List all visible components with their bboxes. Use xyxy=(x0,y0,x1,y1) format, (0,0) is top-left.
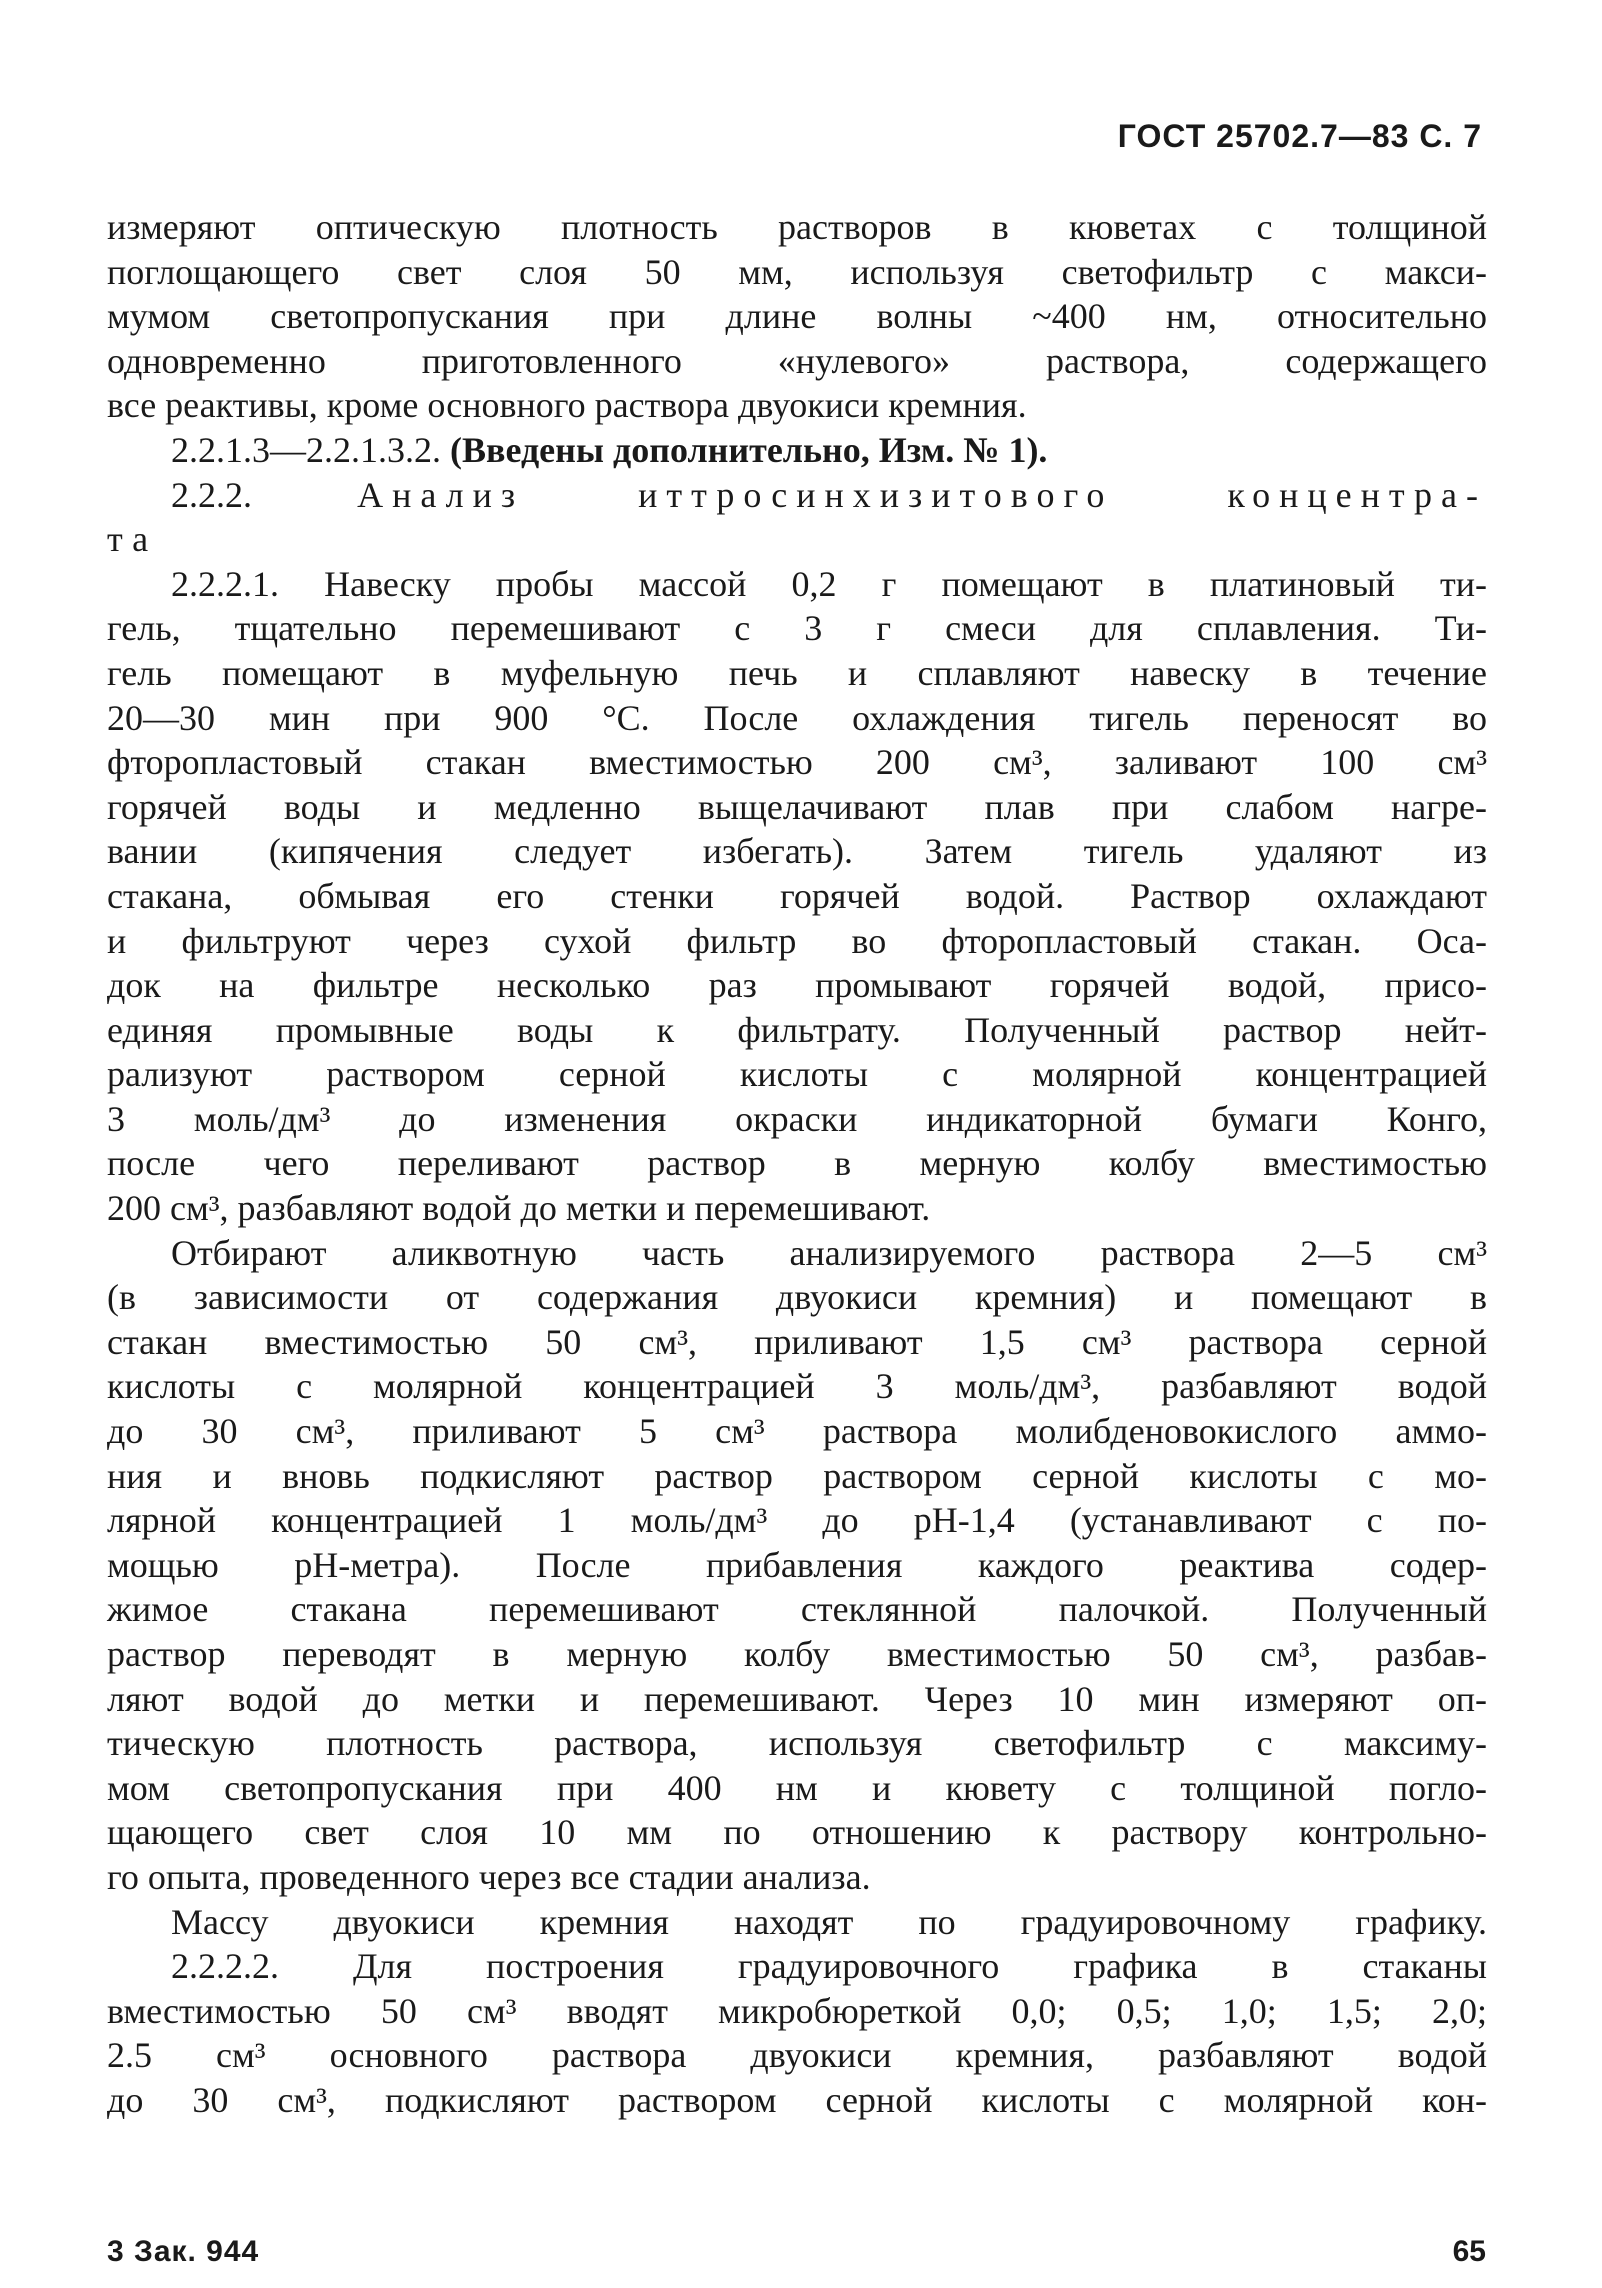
text-line: тическую плотность раствора, используя светофильтр с максиму- xyxy=(107,1723,1487,1764)
text-line: мумом светопропускания при длине волны ~400 нм, относительно xyxy=(107,296,1487,337)
text-line: до 30 см³, приливают 5 см³ раствора молибденовокислого аммо- xyxy=(107,1411,1487,1452)
text-line: жимое стакана перемешивают стеклянной палочкой. Полученный xyxy=(107,1589,1487,1630)
body-text xyxy=(107,205,1487,2123)
text-line: 2.5 см³ основного раствора двуокиси кремния, разбавляют водой xyxy=(107,2035,1487,2076)
text-line: мом светопропускания при 400 нм и кювету с толщиной погло- xyxy=(107,1767,1487,1808)
order-number: 3 Зак. 944 xyxy=(107,2235,260,2268)
text-line: до 30 см³, подкисляют раствором серной кислоты с молярной кон- xyxy=(107,2079,1487,2120)
text-line: 200 см³, разбавляют водой до метки и перемешивают. xyxy=(107,1188,931,1229)
text-line: Отбирают аликвотную часть анализируемого раствора 2—5 см³ xyxy=(171,1232,1487,1273)
text-line: стакан вместимостью 50 см³, приливают 1,5 см³ раствора серной xyxy=(107,1321,1487,1362)
section-number: 2.2.2. xyxy=(171,474,252,515)
amendment-note: (Введены дополнительно, Изм. № 1). xyxy=(450,429,1048,470)
text-line: рализуют раствором серной кислоты с молярной концентрацией xyxy=(107,1054,1487,1095)
text-line: ния и вновь подкисляют раствор раствором серной кислоты с мо- xyxy=(107,1455,1487,1496)
text-line: раствор переводят в мерную колбу вместимостью 50 см³, разбав- xyxy=(107,1634,1487,1674)
text-line: док на фильтре несколько раз промывают горячей водой, присо- xyxy=(107,965,1487,1006)
text-line: мощью рН-метра). После прибавления каждого реактива содер- xyxy=(107,1544,1487,1585)
text-line: измеряют оптическую плотность растворов в кюветах с толщиной xyxy=(107,207,1487,247)
text-line: вании (кипячения следует избегать). Затем тигель удаляют из xyxy=(107,831,1487,872)
section-heading-line xyxy=(107,473,1487,518)
text-line: лярной концентрацией 1 моль/дм³ до рН-1,4 (устанавливают с по- xyxy=(107,1500,1487,1541)
text-line: гель, тщательно перемешивают с 3 г смеси для сплавления. Ти- xyxy=(107,608,1487,649)
text-line: поглощающего свет слоя 50 мм, используя светофильтр с макси- xyxy=(107,251,1487,292)
text-line: гель помещают в муфельную печь и сплавляют навеску в течение xyxy=(107,652,1487,693)
text-line: кислоты с молярной концентрацией 3 моль/дм³, разбавляют водой xyxy=(107,1366,1487,1407)
text-line: ляют водой до метки и перемешивают. Через 10 мин измеряют оп- xyxy=(107,1678,1487,1719)
text-line: стакана, обмывая его стенки горячей водой. Раствор охлаждают xyxy=(107,875,1487,916)
text-line: все реактивы, кроме основного раствора двуокиси кремния. xyxy=(107,385,1027,426)
text-line: единяя промывные воды к фильтрату. Полученный раствор нейт- xyxy=(107,1009,1487,1050)
text-line: 3 моль/дм³ до изменения окраски индикаторной бумаги Конго, xyxy=(107,1098,1487,1139)
text-line: Массу двуокиси кремния находят по градуировочному графику. xyxy=(171,1901,1487,1942)
section-title: Анализ иттросинхизитового концентра- xyxy=(357,474,1488,515)
text-line: фторопластовый стакан вместимостью 200 см³, заливают 100 см³ xyxy=(107,742,1487,783)
text-line: после чего переливают раствор в мерную колбу вместимостью xyxy=(107,1143,1487,1184)
running-header: ГОСТ 25702.7—83 С. 7 xyxy=(1117,118,1482,154)
text-line: вместимостью 50 см³ вводят микробюреткой 0,0; 0,5; 1,0; 1,5; 2,0; xyxy=(107,1990,1487,2031)
text-line: щающего свет слоя 10 мм по отношению к раствору контрольно- xyxy=(107,1812,1487,1853)
amendment-line xyxy=(107,428,1487,473)
text-line: го опыта, проведенного через все стадии анализа. xyxy=(107,1856,871,1897)
text-line: и фильтруют через сухой фильтр во фторопластовый стакан. Оса- xyxy=(107,920,1487,961)
page-number: 65 xyxy=(1452,2235,1486,2268)
text-line: одновременно приготовленного «нулевого» раствора, содержащего xyxy=(107,340,1487,381)
clause-range: 2.2.1.3—2.2.1.3.2. xyxy=(171,429,441,470)
text-line: 20—30 мин при 900 °С. После охлаждения тигель переносят во xyxy=(107,697,1487,738)
text-line: горячей воды и медленно выщелачивают плав при слабом нагре- xyxy=(107,786,1487,827)
text-line: 2.2.2.1. Навеску пробы массой 0,2 г помещают в платиновый ти- xyxy=(171,563,1487,604)
section-title-continuation: та xyxy=(107,519,158,560)
text-line: 2.2.2.2. Для построения градуировочного графика в стаканы xyxy=(171,1946,1487,1987)
text-line: (в зависимости от содержания двуокиси кремния) и помещают в xyxy=(107,1277,1487,1318)
